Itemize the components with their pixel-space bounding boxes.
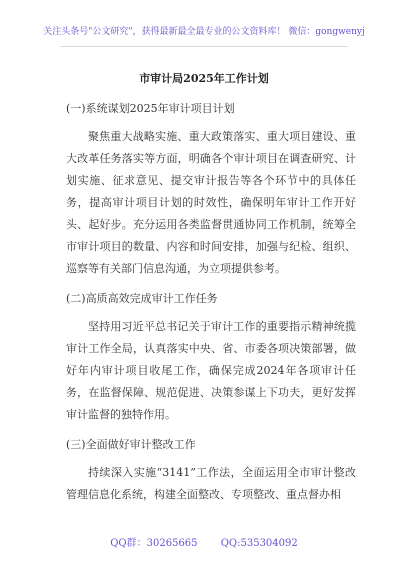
section-paragraph-3: 持续深入实施“3141”工作法，全面运用全市审计整改管理信息化系统，构建全面整改、专项整改、重点督办相 <box>66 466 356 501</box>
section-heading-2: (二)高质高效完成审计工作任务 <box>66 292 218 305</box>
footer-contact <box>0 534 408 549</box>
footer-qq-number: QQ:535304092 <box>220 538 298 549</box>
header-promo-note: 关注头条号"公文研究"，获得最新最全最专业的公文资料库！ 微信：gongwenyj <box>43 27 365 37</box>
section-heading-3: (三)全面做好审计整改工作 <box>66 438 196 451</box>
section-paragraph-2: 坚持用习近平总书记关于审计工作的重要指示精神统揽审计工作全局，认真落实中央、省、市委各项决策部署，做好年内审计项目收尾工作，确保完成2024年各项审计任务，在监督保障、规范促进、决策参谋上下功夫，更好发挥审计监督的独特作用。 <box>66 320 356 421</box>
header-divider <box>60 46 348 47</box>
section-paragraph-1: 聚焦重大战略实施、重大政策落实、重大项目建设、重大改革任务落实等方面，明确各个审计项目在调查研究、计划实施、征求意见、提交审计报告等各个环节中的具体任务，提高审计项目计划的时效性，确保明年审计工作开好头、起好步。充分运用各类监督贯通协同工作机制，统筹全市审计项目的数量、内容和时间安排，加强与纪检、组织、巡察等有关部门信息沟通，为立项提供参考。 <box>66 130 356 275</box>
document-title: 市审计局2025年工作计划 <box>139 72 269 85</box>
footer-qq-group: QQ群：30265665 <box>110 538 198 549</box>
section-heading-1: (一)系统谋划2025年审计项目计划 <box>66 102 235 115</box>
